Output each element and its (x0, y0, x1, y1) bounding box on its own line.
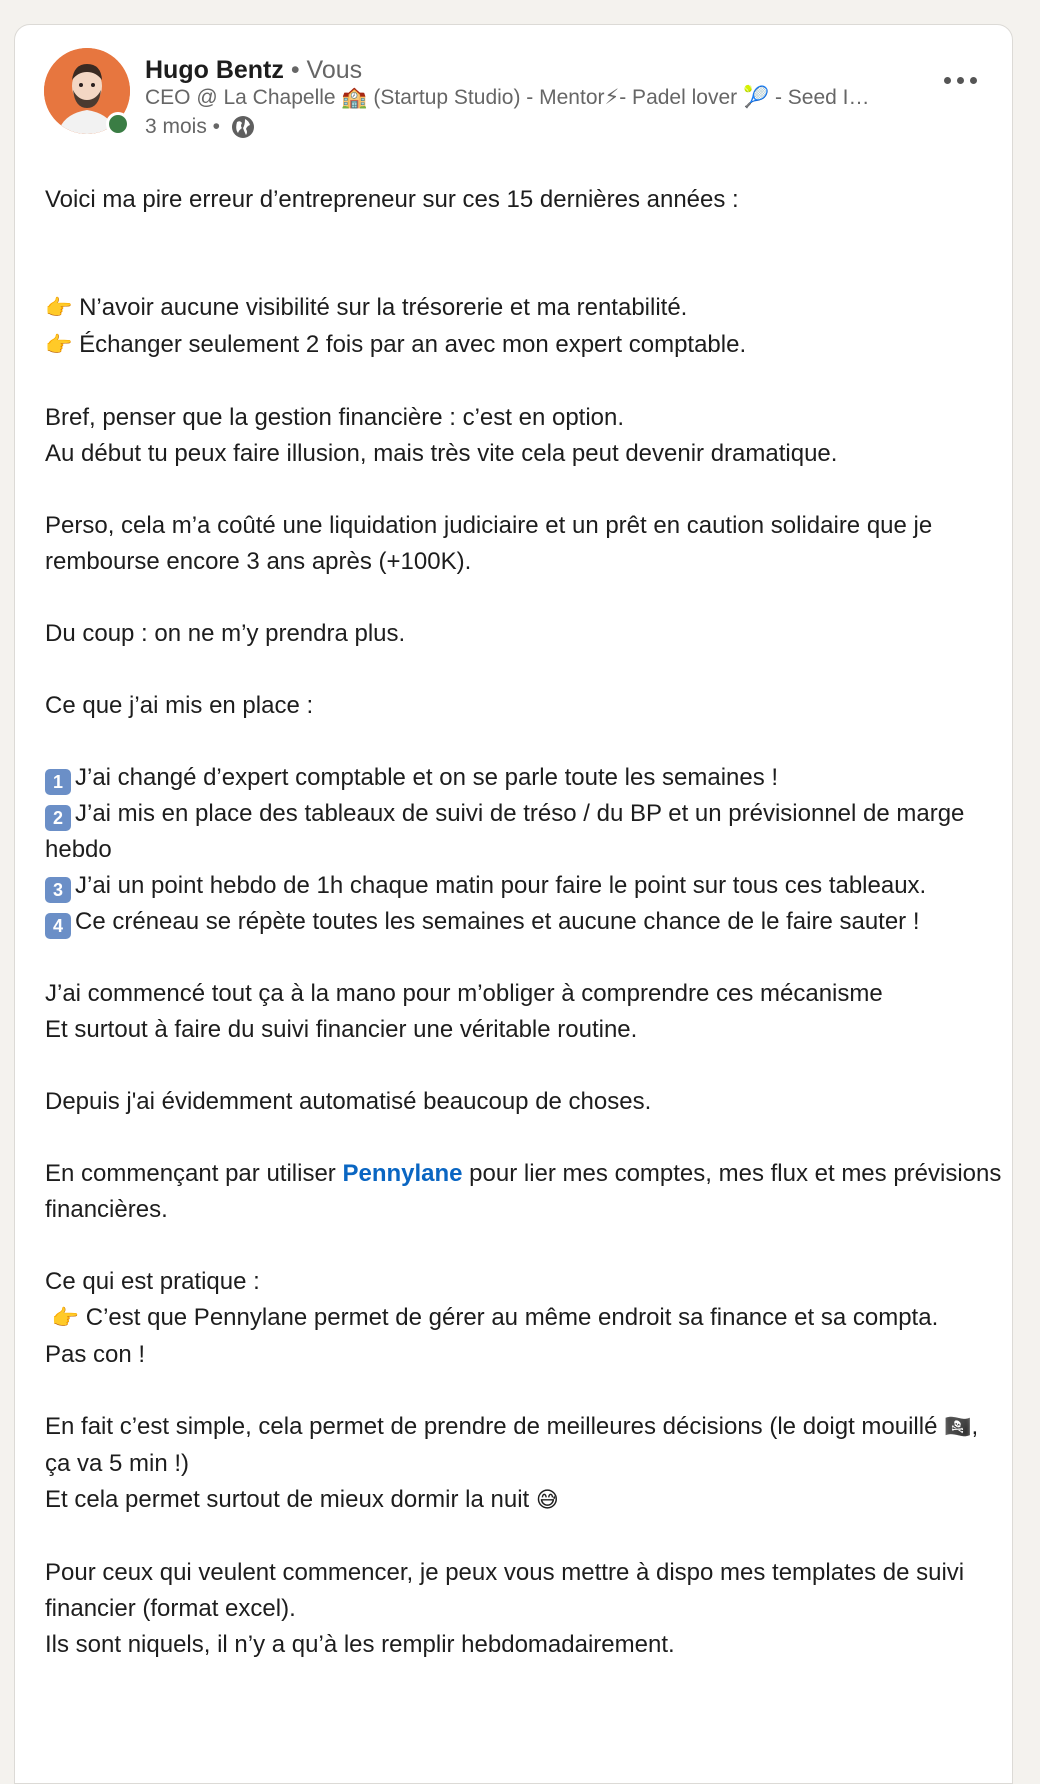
post-text: En fait c’est simple, cela permet de prendre de meilleures décisions (le doigt mouillé (45, 1413, 945, 1440)
post-line (45, 1156, 1005, 1228)
numbered-item (45, 796, 1005, 868)
bullet-text: Échanger seulement 2 fois par an avec mon expert comptable. (79, 331, 747, 358)
post-line: Depuis j'ai évidemment automatisé beaucoup de choses. (45, 1088, 652, 1115)
pirate-flag-icon: 🏴‍☠️ (944, 1415, 972, 1440)
post-line: Ce qui est pratique : (45, 1268, 260, 1295)
post-card (14, 24, 1013, 1784)
post-line: Perso, cela m’a coûté une liquidation judiciaire et un prêt en caution solidaire que je rembourse encore 3 ans après (+100K). (45, 512, 933, 575)
post-line: Et surtout à faire du suivi financier une véritable routine. (45, 1016, 638, 1043)
post-text: Et cela permet surtout de mieux dormir la nuit (45, 1486, 536, 1513)
author-name-line (145, 53, 362, 87)
post-text: pour lier mes comptes, mes flux et mes prévisions financières. (45, 1160, 1002, 1223)
more-options-button[interactable] (935, 65, 985, 95)
keycap-2-icon: 2 (45, 805, 71, 831)
numbered-item (45, 904, 1005, 940)
post-line: J’ai commencé tout ça à la mano pour m’obliger à comprendre ces mécanisme (45, 980, 883, 1007)
bullet-line (45, 290, 1005, 327)
numbered-item (45, 868, 1005, 904)
post-text: En commençant par utiliser (45, 1160, 343, 1187)
post-text: , ça va 5 min !) (45, 1413, 979, 1477)
online-status-dot (106, 112, 130, 136)
post-line (45, 1482, 1005, 1519)
author-name[interactable]: Hugo Bentz (145, 56, 284, 84)
pointing-hand-icon: 👉 (45, 296, 73, 321)
post-line: Pour ceux qui veulent commencer, je peux vous mettre à dispo mes templates de suivi financier (format excel). (45, 1559, 965, 1622)
numbered-item-text: Ce créneau se répète toutes les semaines et aucune chance de le faire sauter ! (75, 908, 920, 935)
keycap-4-icon: 4 (45, 913, 71, 939)
pennylane-mention-link[interactable]: Pennylane (342, 1160, 463, 1187)
post-time: 3 mois • (145, 115, 221, 138)
more-dot (957, 77, 964, 84)
keycap-3-icon: 3 (45, 877, 71, 903)
globe-icon (230, 114, 256, 140)
author-headline: CEO @ La Chapelle 🏫 (Startup Studio) - Mentor⚡- Padel lover 🎾 - Seed I… (145, 86, 870, 109)
bullet-line (45, 1300, 1005, 1337)
more-dot (970, 77, 977, 84)
post-line: Bref, penser que la gestion financière : c’est en option. (45, 404, 625, 431)
bullet-line (45, 327, 1005, 364)
post-line: Voici ma pire erreur d’entrepreneur sur ces 15 dernières années : (45, 186, 739, 213)
bullet-text: C’est que Pennylane permet de gérer au même endroit sa finance et sa compta. (85, 1304, 939, 1331)
post-body (45, 182, 1005, 1663)
post-line: Ce que j’ai mis en place : (45, 692, 314, 719)
sweat-smile-icon: 😅 (535, 1488, 559, 1513)
post-line: Au début tu peux faire illusion, mais très vite cela peut devenir dramatique. (45, 440, 838, 467)
keycap-1-icon: 1 (45, 769, 71, 795)
pointing-hand-icon: 👉 (51, 1306, 80, 1331)
more-options-icon (944, 77, 951, 84)
post-line: Pas con ! (45, 1341, 146, 1368)
pointing-hand-icon: 👉 (45, 333, 73, 358)
post-meta (145, 112, 256, 142)
post-line: Ils sont niquels, il n’y a qu’à les remplir hebdomadairement. (45, 1631, 675, 1658)
numbered-item-text: J’ai mis en place des tableaux de suivi de tréso / du BP et un prévisionnel de marge hebdo (45, 800, 965, 863)
post-line (45, 1409, 1005, 1482)
you-label: • Vous (283, 56, 363, 84)
numbered-item-text: J’ai un point hebdo de 1h chaque matin pour faire le point sur tous ces tableaux. (75, 872, 927, 899)
bullet-text: N’avoir aucune visibilité sur la trésorerie et ma rentabilité. (79, 294, 688, 321)
numbered-item (45, 760, 1005, 796)
post-line: Du coup : on ne m’y prendra plus. (45, 620, 406, 647)
numbered-item-text: J’ai changé d’expert comptable et on se parle toute les semaines ! (75, 764, 779, 791)
